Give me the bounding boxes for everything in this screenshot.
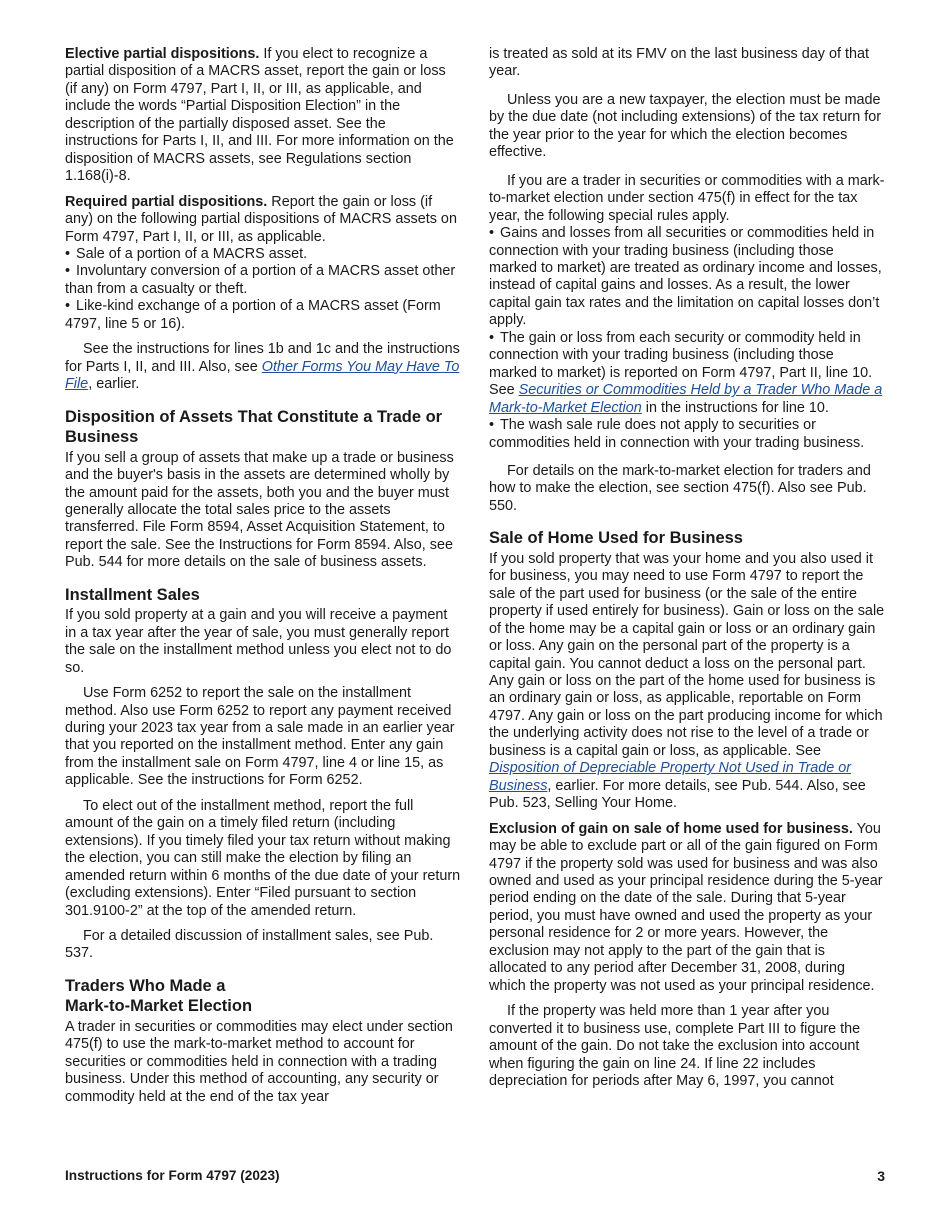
installment-paragraph-4: For a detailed discussion of installment sales, see Pub. 537. [65, 927, 434, 962]
page-footer [65, 1168, 885, 1183]
traders-heading: Traders Who Made a Mark-to-Market Election [65, 976, 253, 1016]
required-heading: Required partial dispositions. [65, 193, 268, 210]
see-instructions-paragraph: See the instructions for lines 1b and 1c and the instructions for Parts I, II, and III. Also, see Other Forms You May Have To File, earlier. [65, 341, 460, 393]
election-due-paragraph: Unless you are a new taxpayer, the election must be made by the due date (not including extensions) of the tax return for the year prior to the year for which the election becomes effective. [489, 91, 881, 161]
trader-rules-paragraph: If you are a trader in securities or commodities with a mark-to-market election under section 475(f) in effect for the tax year, the following special rules apply. [489, 172, 885, 224]
elective-heading: Elective partial dispositions. [65, 46, 260, 62]
right-column [489, 46, 885, 1098]
list-item: • Gains and losses from all securities or commodities held in connection with your trading business (including those marked to market) are treated as ordinary income and losses, instead of capital gains and losses. As a result, the lower capital gain tax rates and the limitation on capital losses don’t apply. [489, 225, 885, 330]
trade-business-heading: Disposition of Assets That Constitute a Trade or Business [65, 407, 443, 447]
home-business-heading: Sale of Home Used for Business [489, 529, 743, 548]
list-item: • Like-kind exchange of a portion of a MACRS asset (Form 4797, line 5 or 16). [65, 298, 461, 333]
page-number: 3 [877, 1168, 885, 1184]
trade-business-paragraph: If you sell a group of assets that make up a trade or business and the buyer's basis in the assets are determined wholly by the amount paid for the assets, both you and the buyer must generally allocate the total sales price to the assets transferred. File Form 8594, Asset Acquisition Statement, to report the sale. See the Instructions for Form 8594. Also, see Pub. 544 for more details on the sale of business assets. [65, 449, 454, 571]
list-item: • Involuntary conversion of a portion of a MACRS asset other than from a casualty or theft. [65, 263, 461, 298]
list-item: • Sale of a portion of a MACRS asset. [65, 246, 461, 263]
list-item: • The gain or loss from each security or commodity held in connection with your trading business (including those marked to market) is reported on Form 4797, Part II, line 10. See Securities or Commodities Held by a Trader Who Made a Mark-to-Market Election in the instructions for line 10. [489, 330, 885, 417]
depreciable-property-link[interactable]: Disposition of Depreciable Property Not Used in Trade or Business [489, 760, 852, 794]
installment-paragraph-1: If you sold property at a gain and you will receive a payment in a tax year after the year of sale, you must generally report the sale on the installment method unless you elect not to do so. [65, 607, 452, 676]
required-partial-dispositions-paragraph: Required partial dispositions. Report the gain or loss (if any) on the following partial dispositions of MACRS assets on Form 4797, Part I, II, or III, as applicable. [65, 193, 457, 245]
continued-paragraph: is treated as sold at its FMV on the last business day of that year. [489, 46, 869, 80]
traders-paragraph: A trader in securities or commodities may elect under section 475(f) to use the mark-to-market method to account for securities or commodities held in connection with a trading business. Under this method of accounting, any security or commodity held at the end of the tax year [65, 1018, 453, 1105]
left-column [65, 46, 461, 1114]
securities-commodities-link[interactable]: Securities or Commodities Held by a Trader Who Made a Mark-to-Market Election [489, 382, 883, 416]
other-forms-link[interactable]: Other Forms You May Have To File [65, 358, 460, 393]
list-item: • The wash sale rule does not apply to securities or commodities held in connection with your trading business. [489, 417, 885, 452]
exclusion-heading: Exclusion of gain on sale of home used for business. [489, 820, 853, 837]
installment-sales-heading: Installment Sales [65, 585, 200, 604]
home-business-paragraph: If you sold property that was your home and you also used it for business, you may need to use Form 4797 to report the sale of the part used for business (or the sale of the entire property if used entirely for business). Gain or loss on the sale of the home may be a capital gain or loss or an ordinary gain or loss. Any gain on the personal part of the property is a capital gain. You cannot deduct a loss on the personal part. Any gain or loss on the part of the home used for business is an ordinary gain or loss, as applicable, reportable on Form 4797. Any gain or loss on the part producing income for which the underlying activity does not rise to the level of a trade or business is a capital gain or loss, as applicable. See Disposition of Depreciable Property Not Used in Trade or Business, earlier. For more details, see Pub. 544. Also, see Pub. 523, Selling Your Home. [489, 550, 885, 812]
installment-paragraph-2: Use Form 6252 to report the sale on the installment method. Also use Form 6252 to report any payment received during your 2023 tax year from a sale made in an earlier year that you reported on the installment method. Enter any gain from the installment sale on Form 4797, line 4 or line 15, as applicable. See the instructions for Form 6252. [65, 685, 455, 789]
mark-to-market-details-paragraph: For details on the mark-to-market election for traders and how to make the election, see section 475(f). Also see Pub. 550. [489, 462, 871, 514]
elective-partial-dispositions-paragraph: Elective partial dispositions. If you elect to recognize a partial disposition of a MACRS asset, report the gain or loss (if any) on Form 4797, Part I, II, or III, as applicable, and include the words “Partial Disposition Election” in the description of the partially disposed asset. See the instructions for Parts I, II, and III. For more information on the disposition of MACRS assets, see Regulations section 1.168(i)-8. [65, 46, 454, 185]
holding-period-paragraph: If the property was held more than 1 year after you converted it to business use, complete Part III to figure the amount of the gain. Do not take the exclusion into account when figuring the gain on line 24. If line 22 includes depreciation for periods after May 6, 1997, you cannot [489, 1003, 861, 1089]
installment-paragraph-3: To elect out of the installment method, report the full amount of the gain on a timely filed return (including extensions). If you timely filed your tax return without making the election, you can still make the election by filing an amended return within 6 months of the due date of your return (excluding extensions). Enter “Filed pursuant to section 301.9100-2” at the top of the amended return. [65, 797, 461, 919]
exclusion-paragraph: Exclusion of gain on sale of home used for business. You may be able to exclude part or all of the gain figured on Form 4797 if the property sold was used for business and was also owned and used as your principal residence during the 5-year period ending on the date of the sale. During that 5-year period, you must have owned and used the property as your personal residence for 2 or more years. However, the exclusion may not apply to the part of the gain that is allocated to any period after December 31, 2008, during which the property was not used as your principal residence. [489, 820, 883, 994]
footer-title: Instructions for Form 4797 (2023) [65, 1168, 280, 1183]
